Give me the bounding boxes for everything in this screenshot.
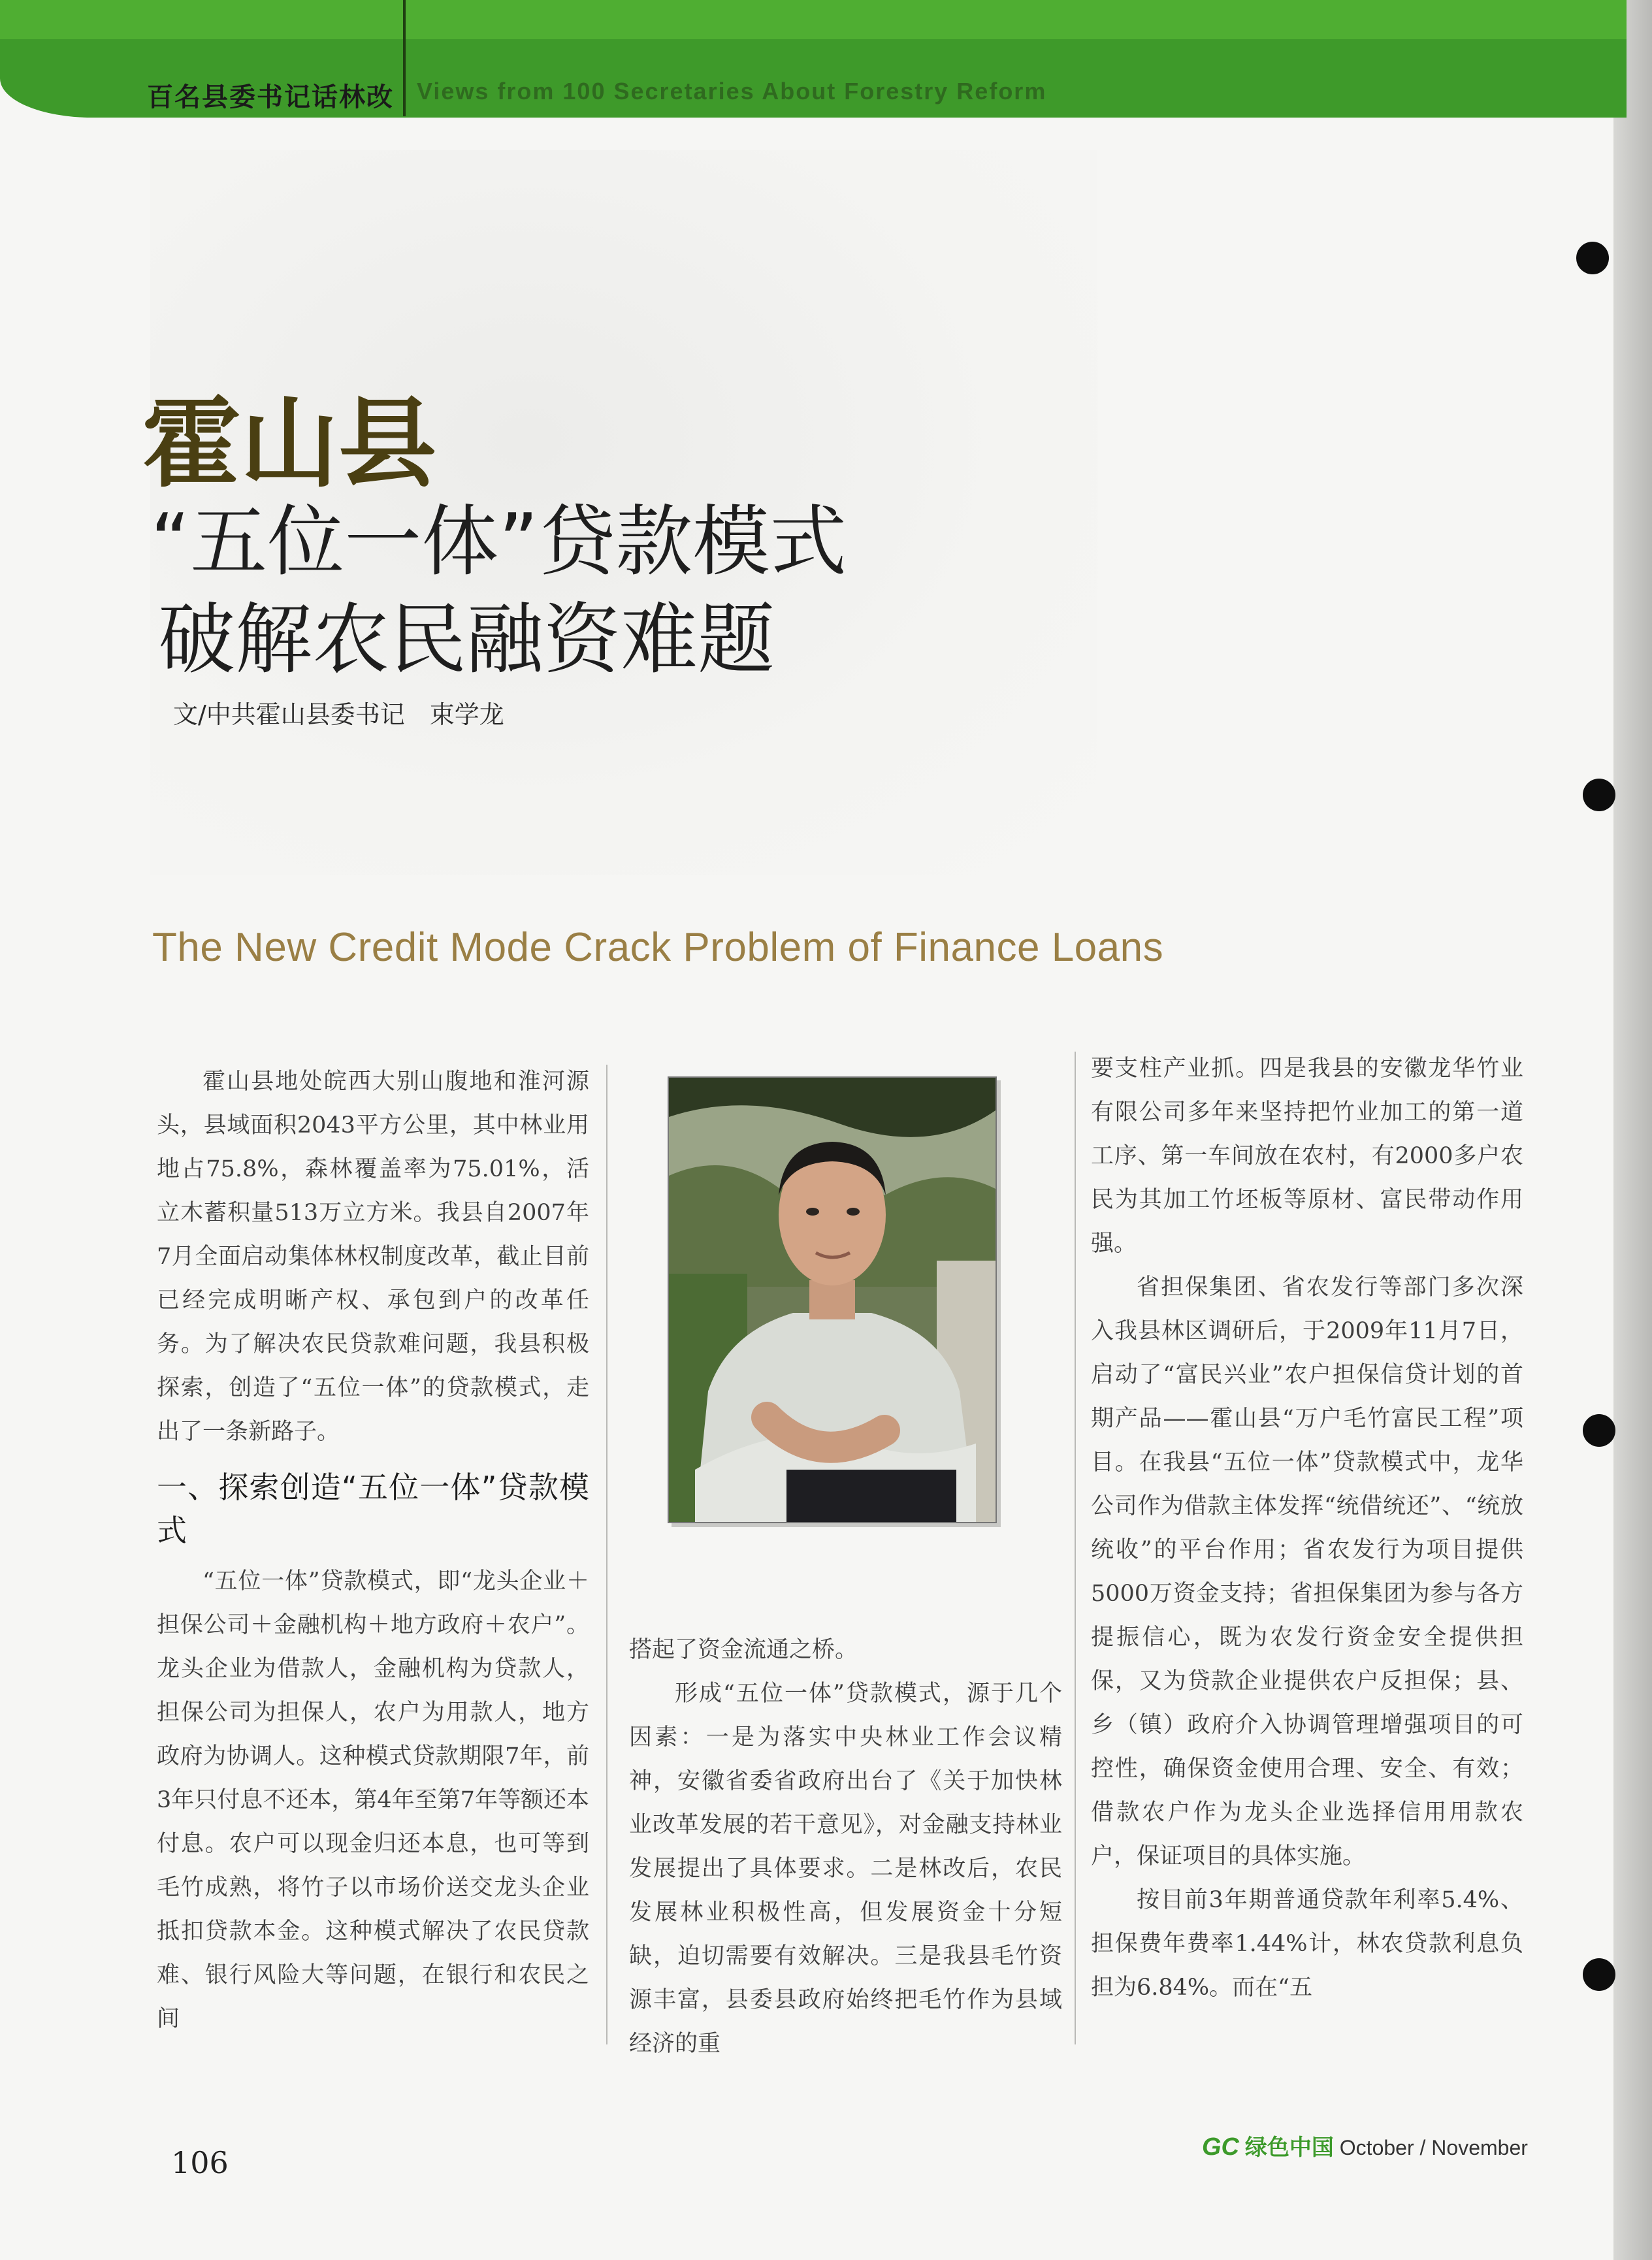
- section-heading: 一、探索创造“五位一体”贷款模式: [157, 1470, 589, 1548]
- column-divider: [606, 1065, 607, 2044]
- binder-hole: [1583, 1958, 1615, 1991]
- body-column-2: [629, 1628, 1062, 2066]
- page-number: 106: [171, 2145, 229, 2180]
- paragraph: 要支柱产业抓。四是我县的安徽龙华竹业有限公司多年来坚持把竹业加工的第一道工序、第一车间放在农村，有2000多户农民为其加工竹坯板等原材、富民带动作用强。: [1091, 1056, 1523, 1257]
- header-divider: [403, 0, 406, 116]
- paragraph: 搭起了资金流通之桥。: [629, 1637, 858, 1663]
- article-title-main: 霍山县: [142, 387, 437, 501]
- body-column-1: [157, 1060, 589, 2041]
- paragraph: 按目前3年期普通贷款年利率5.4%、担保费年费率1.44%计，林农贷款利息负担为6.84%。而在“五: [1091, 1887, 1523, 2001]
- page-edge: [1613, 0, 1652, 2260]
- binder-hole: [1583, 779, 1615, 811]
- magazine-name: 绿色中国: [1244, 2135, 1334, 2161]
- article-title-line1: “五位一体”贷款模式: [150, 496, 847, 587]
- column-name-en: Views from 100 Secretaries About Forestry Reform: [417, 78, 1047, 105]
- paragraph: 形成“五位一体”贷款模式，源于几个因素：一是为落实中央林业工作会议精神，安徽省委省政府出台了《关于加快林业改革发展的若干意见》，对金融支持林业发展提出了具体要求。二是林改后，农民发展林业积极性高，但发展资金十分短缺，迫切需要有效解决。三是我县毛竹资源丰富，县委县政府始终把毛竹作为县域经济的重: [629, 1681, 1062, 2057]
- paragraph: “五位一体”贷款模式，即“龙头企业＋担保公司＋金融机构＋地方政府＋农户”。龙头企业为借款人，金融机构为贷款人，担保公司为担保人，农户为用款人，地方政府为协调人。这种模式贷款期限7年，前3年只付息不还本，第4年至第7年等额还本付息。农户可以现金归还本息，也可等到毛竹成熟，将竹子以市场价送交龙头企业抵扣贷款本金。这种模式解决了农民贷款难、银行风险大等问题，在银行和农民之间: [157, 1568, 589, 2032]
- magazine-logo: GC: [1202, 2133, 1239, 2161]
- paragraph: 省担保集团、省农发行等部门多次深入我县林区调研后，于2009年11月7日，启动了“富民兴业”农户担保信贷计划的首期产品——霍山县“万户毛竹富民工程”项目。在我县“五位一体”贷款模式中，龙华公司作为借款主体发挥“统借统还”、“统放统收”的平台作用；省农发行为项目提供5000万资金支持；省担保集团为参与各方提振信心，既为农发行资金安全提供担保，又为贷款企业提供农户反担保；县、乡（镇）政府介入协调管理增强项目的可控性，确保资金使用合理、安全、有效；借款农户作为龙头企业选择信用用款农户，保证项目的具体实施。: [1091, 1274, 1523, 1869]
- byline: 文/中共霍山县委书记 束学龙: [173, 700, 504, 729]
- body-column-3: [1091, 1047, 1523, 2010]
- column-name-cn: 百名县委书记话林改: [147, 82, 394, 112]
- issue-date: October / November: [1339, 2136, 1528, 2159]
- binder-hole: [1576, 242, 1609, 274]
- article-title-line2: 破解农民融资难题: [158, 594, 775, 685]
- magazine-footer: [1202, 2129, 1528, 2161]
- column-divider: [1075, 1052, 1076, 2044]
- english-title: The New Credit Mode Crack Problem of Finance Loans: [152, 925, 1164, 970]
- author-portrait-photo: [668, 1076, 997, 1523]
- binder-hole: [1583, 1414, 1615, 1447]
- paragraph: 霍山县地处皖西大别山腹地和淮河源头，县域面积2043平方公里，其中林业用地占75.8%，森林覆盖率为75.01%，活立木蓄积量513万立方米。我县自2007年7月全面启动集体林权制度改革，截止目前已经完成明晰产权、承包到户的改革任务。为了解决农民贷款难问题，我县积极探索，创造了“五位一体”的贷款模式，走出了一条新路子。: [157, 1069, 589, 1445]
